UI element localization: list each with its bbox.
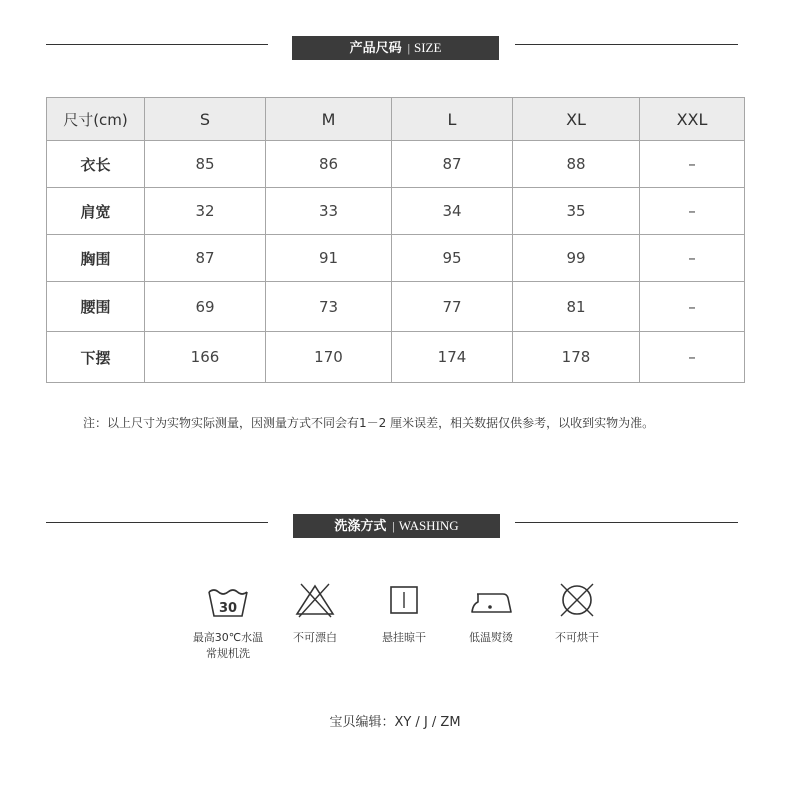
tumble-label: 不可烘干	[555, 631, 599, 644]
table-cell: 34	[392, 188, 513, 235]
table-cell: 77	[392, 282, 513, 332]
editor-credit: 宝贝编辑：XY / J / ZM	[329, 715, 461, 730]
table-cell: –	[640, 235, 745, 282]
table-cell: 81	[513, 282, 640, 332]
row-label: 胸围	[47, 235, 145, 282]
size-divider-right	[515, 44, 738, 45]
table-cell: 174	[392, 332, 513, 383]
table-cell: 91	[266, 235, 392, 282]
table-cell: –	[640, 188, 745, 235]
wash-item	[183, 582, 273, 662]
washing-title-cn: 洗涤方式	[334, 519, 387, 534]
tumble-item	[532, 582, 622, 646]
wash-30-icon	[206, 582, 250, 618]
table-cell: –	[640, 141, 745, 188]
table-cell: 85	[145, 141, 266, 188]
dry-label: 悬挂晾干	[382, 631, 426, 644]
table-cell: 178	[513, 332, 640, 383]
table-cell: 170	[266, 332, 392, 383]
table-row	[47, 332, 745, 383]
row-label: 肩宽	[47, 188, 145, 235]
dry-item	[359, 582, 449, 646]
washing-title-separator: |	[392, 519, 395, 533]
washing-divider-right	[515, 522, 738, 523]
washing-divider-left	[46, 522, 268, 523]
size-table-header	[47, 98, 745, 141]
table-cell: 69	[145, 282, 266, 332]
size-section-title	[292, 36, 499, 60]
table-row	[47, 282, 745, 332]
size-title-separator: |	[407, 41, 410, 55]
table-cell: 32	[145, 188, 266, 235]
wash-label: 最高30℃水温 常规机洗	[192, 631, 264, 660]
low-iron-icon	[469, 582, 513, 618]
table-cell: 87	[392, 141, 513, 188]
header-cell-m: M	[266, 98, 392, 141]
size-divider-left	[46, 44, 268, 45]
bleach-item	[270, 582, 360, 646]
size-title-en: SIZE	[413, 40, 442, 55]
table-cell: 95	[392, 235, 513, 282]
no-bleach-icon	[293, 582, 337, 618]
iron-item	[446, 582, 536, 646]
washing-title-en: WASHING	[398, 518, 459, 533]
hang-dry-icon	[382, 582, 426, 618]
header-cell-s: S	[145, 98, 266, 141]
header-cell-unit: 尺寸(cm)	[47, 98, 145, 141]
header-cell-xxl: XXL	[640, 98, 745, 141]
table-cell: –	[640, 282, 745, 332]
table-cell: 166	[145, 332, 266, 383]
row-label: 下摆	[47, 332, 145, 383]
row-label: 衣长	[47, 141, 145, 188]
iron-label: 低温熨烫	[469, 631, 513, 644]
table-cell: –	[640, 332, 745, 383]
table-cell: 88	[513, 141, 640, 188]
table-cell: 87	[145, 235, 266, 282]
size-note: 注：以上尺寸为实物实际测量，因测量方式不同会有1－2 厘米误差，相关数据仅供参考，以收到实物为准。	[83, 416, 655, 430]
table-cell: 86	[266, 141, 392, 188]
table-cell: 35	[513, 188, 640, 235]
washing-section-title	[293, 514, 500, 538]
table-row	[47, 235, 745, 282]
row-label: 腰围	[47, 282, 145, 332]
size-table	[46, 97, 745, 383]
header-cell-l: L	[392, 98, 513, 141]
size-title-cn: 产品尺码	[349, 41, 402, 56]
table-cell: 99	[513, 235, 640, 282]
table-cell: 73	[266, 282, 392, 332]
wash-temperature: 30	[218, 601, 238, 616]
header-cell-xl: XL	[513, 98, 640, 141]
table-cell: 33	[266, 188, 392, 235]
bleach-label: 不可漂白	[293, 631, 337, 644]
table-row	[47, 141, 745, 188]
no-tumble-dry-icon	[555, 582, 599, 618]
table-row	[47, 188, 745, 235]
